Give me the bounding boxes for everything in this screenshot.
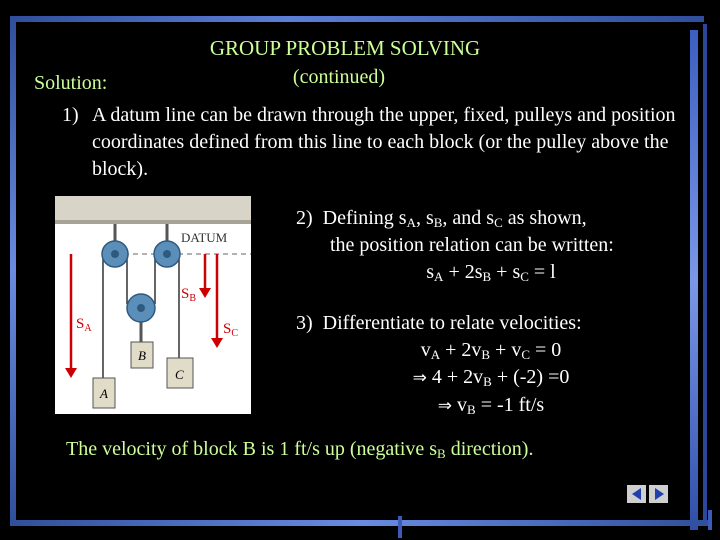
slide-title: GROUP PROBLEM SOLVING (209, 36, 481, 60)
implies-icon: ⇒ (412, 368, 427, 388)
step-2-line-2: the position relation can be written: (330, 234, 614, 256)
sc-label: $S_C$ (223, 321, 239, 339)
step-2-line-1: 2) Defining $s_A$, $s_B$, and $s_C$ as shown, (296, 207, 587, 230)
previous-slide-button[interactable] (626, 484, 647, 504)
step-3 (296, 310, 686, 420)
velocity-equation: $v_A + 2v_B + v_C = 0$ (420, 339, 562, 362)
result-equation: ⇒ $v_B = -1$ ft/s (437, 394, 545, 417)
next-slide-button[interactable] (648, 484, 669, 504)
solution-label: Solution: (34, 72, 108, 94)
ceiling-edge (55, 220, 251, 224)
previous-icon (630, 487, 644, 501)
frame-bottom-border (10, 520, 710, 526)
arrow-sc-head (211, 338, 223, 348)
frame-right-border (690, 30, 698, 530)
sa-label: $S_A$ (76, 316, 92, 334)
step-1-text: A datum line can be drawn through the upper, fixed, pulleys and position coordinates defined from this line to each block (or the pulley above the block). (92, 104, 676, 180)
block-b-label: B (138, 348, 146, 363)
frame-top-border (10, 16, 704, 22)
datum-label: DATUM (181, 230, 228, 245)
block-c-label: C (175, 367, 184, 382)
step-1-number: 1) (62, 104, 79, 126)
frame-tick-corner (708, 510, 712, 530)
arrow-sb-head (199, 288, 211, 298)
fixed-pulley-left-hub (111, 250, 119, 258)
moving-pulley-hub (137, 304, 145, 312)
implies-icon: ⇒ (437, 396, 453, 416)
step-1 (62, 102, 690, 183)
slide-subtitle: (continued) (292, 66, 386, 88)
sb-label: $S_B$ (181, 286, 197, 304)
position-equation: $s_A + 2s_B + s_C = l$ (426, 261, 556, 284)
conclusion: The velocity of block B is 1 ft/s up (negative $s_B$ direction). (66, 438, 534, 461)
frame-left-border (10, 16, 16, 526)
frame-tick (398, 516, 402, 538)
arrow-sa-head (65, 368, 77, 378)
block-a-label: A (100, 386, 108, 401)
substituted-equation: ⇒ $4 + 2v_B + (-2) =0$ (412, 366, 570, 389)
ceiling (55, 196, 251, 224)
pulley-system-figure (55, 196, 251, 414)
frame-right-border-inner (703, 24, 707, 524)
step-2 (296, 205, 686, 286)
next-icon (652, 487, 666, 501)
fixed-pulley-right-hub (163, 250, 171, 258)
step-3-line-1: 3) Differentiate to relate velocities: (296, 312, 582, 334)
slide-navigation (626, 484, 670, 504)
